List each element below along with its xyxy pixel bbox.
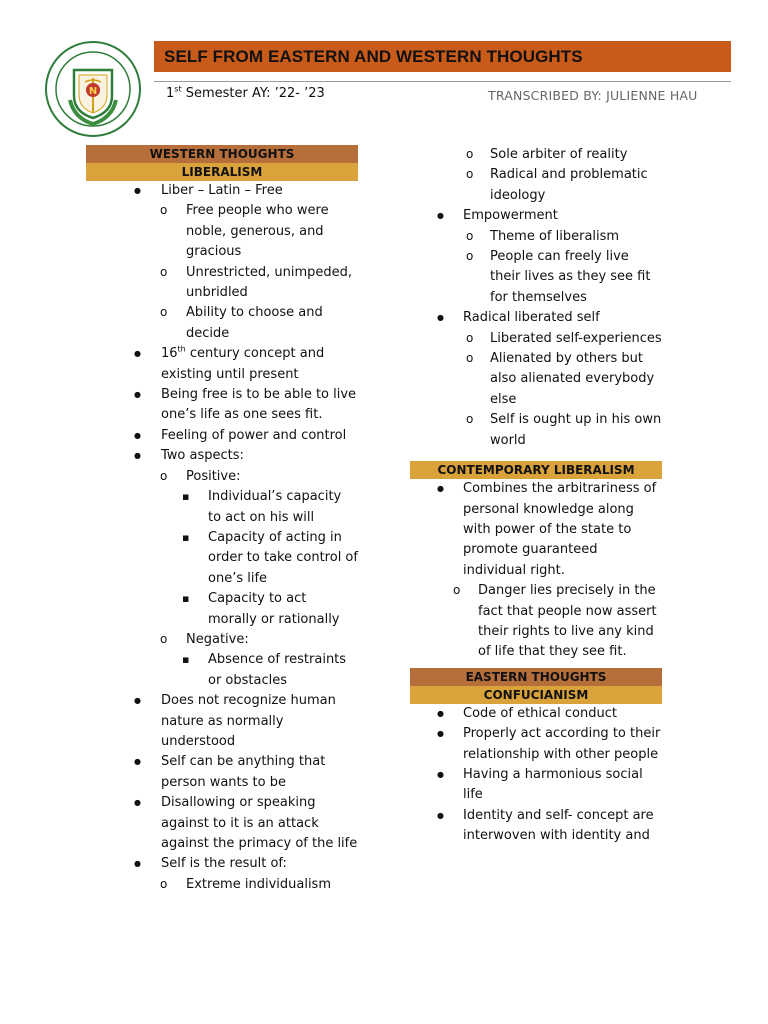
list-item: o Free people who were noble, generous, and gracious (86, 201, 358, 262)
semester-ordinal: st (174, 84, 182, 94)
list-item: ● Feeling of power and control (86, 426, 358, 446)
document-title: SELF FROM EASTERN AND WESTERN THOUGHTS (154, 41, 731, 72)
list-item: ● Two aspects: (86, 446, 358, 466)
college-seal-logo (44, 40, 142, 138)
semester-number: 1 (166, 86, 175, 101)
list-item: ● Being free is to be able to live one’s life as one sees fit. (86, 385, 358, 426)
list-item: o People can freely live their lives as they see fit for themselves (410, 247, 662, 308)
list-item: o Sole arbiter of reality (410, 145, 662, 165)
list-item: ● Code of ethical conduct (410, 704, 662, 724)
section-heading-western: WESTERN THOUGHTS (86, 145, 358, 163)
liberalism-list (86, 181, 358, 895)
section-heading-liberalism: LIBERALISM (86, 163, 358, 181)
list-item: ● Disallowing or speaking against to it is an attack against the primacy of the life (86, 793, 358, 854)
list-item: o Theme of liberalism (410, 227, 662, 247)
list-item: ● Self is the result of: (86, 854, 358, 874)
list-item: o Liberated self-experiences (410, 329, 662, 349)
semester-label (166, 86, 325, 101)
confucianism-list (410, 704, 662, 847)
list-item: o Unrestricted, unimpeded, unbridled (86, 263, 358, 304)
list-item: ● Combines the arbitrariness of personal knowledge along with power of the state to promote guaranteed individual right. (410, 479, 662, 581)
list-item: o Positive: (86, 467, 358, 487)
list-item: ▪ Absence of restraints or obstacles (86, 650, 358, 691)
century-ordinal: th (177, 344, 186, 354)
list-item: ▪ Individual’s capacity to act on his will (86, 487, 358, 528)
century-text: century concept and existing until present (161, 346, 325, 382)
list-item: ● Self can be anything that person wants to be (86, 752, 358, 793)
list-item: o Alienated by others but also alienated everybody else (410, 349, 662, 410)
semester-ay: Semester AY: ’22- ’23 (181, 86, 325, 101)
section-heading-contemporary: CONTEMPORARY LIBERALISM (410, 461, 662, 479)
list-item: ● Identity and self- concept are interwoven with identity and (410, 806, 662, 847)
transcriber-credit: TRANSCRIBED BY: JULIENNE HAU (488, 88, 698, 103)
list-item: ● Radical liberated self (410, 308, 662, 328)
list-item: o Radical and problematic ideology (410, 165, 662, 206)
right-column (410, 145, 662, 847)
spacer (410, 451, 662, 461)
svg-text:N: N (88, 86, 98, 97)
list-item: ● Empowerment (410, 206, 662, 226)
left-column (86, 145, 358, 895)
list-item: ● Having a harmonious social life (410, 765, 662, 806)
list-item: ● Does not recognize human nature as normally understood (86, 691, 358, 752)
list-item: o Negative: (86, 630, 358, 650)
list-item: o Ability to choose and decide (86, 303, 358, 344)
list-item: ▪ Capacity to act morally or rationally (86, 589, 358, 630)
section-heading-eastern: EASTERN THOUGHTS (410, 668, 662, 686)
contemporary-list (410, 479, 662, 663)
list-item (86, 344, 358, 385)
liberalism-continued-list (410, 145, 662, 451)
list-item: ● Liber – Latin – Free (86, 181, 358, 201)
list-item: ▪ Capacity of acting in order to take control of one’s life (86, 528, 358, 589)
list-item: ● Properly act according to their relationship with other people (410, 724, 662, 765)
section-heading-confucianism: CONFUCIANISM (410, 686, 662, 704)
list-item: o Danger lies precisely in the fact that people now assert their rights to live any kind of life that they see fit. (410, 581, 662, 663)
century-number: 16 (161, 346, 178, 362)
header-divider (154, 81, 731, 82)
list-item: o Self is ought up in his own world (410, 410, 662, 451)
list-item: o Extreme individualism (86, 875, 358, 895)
